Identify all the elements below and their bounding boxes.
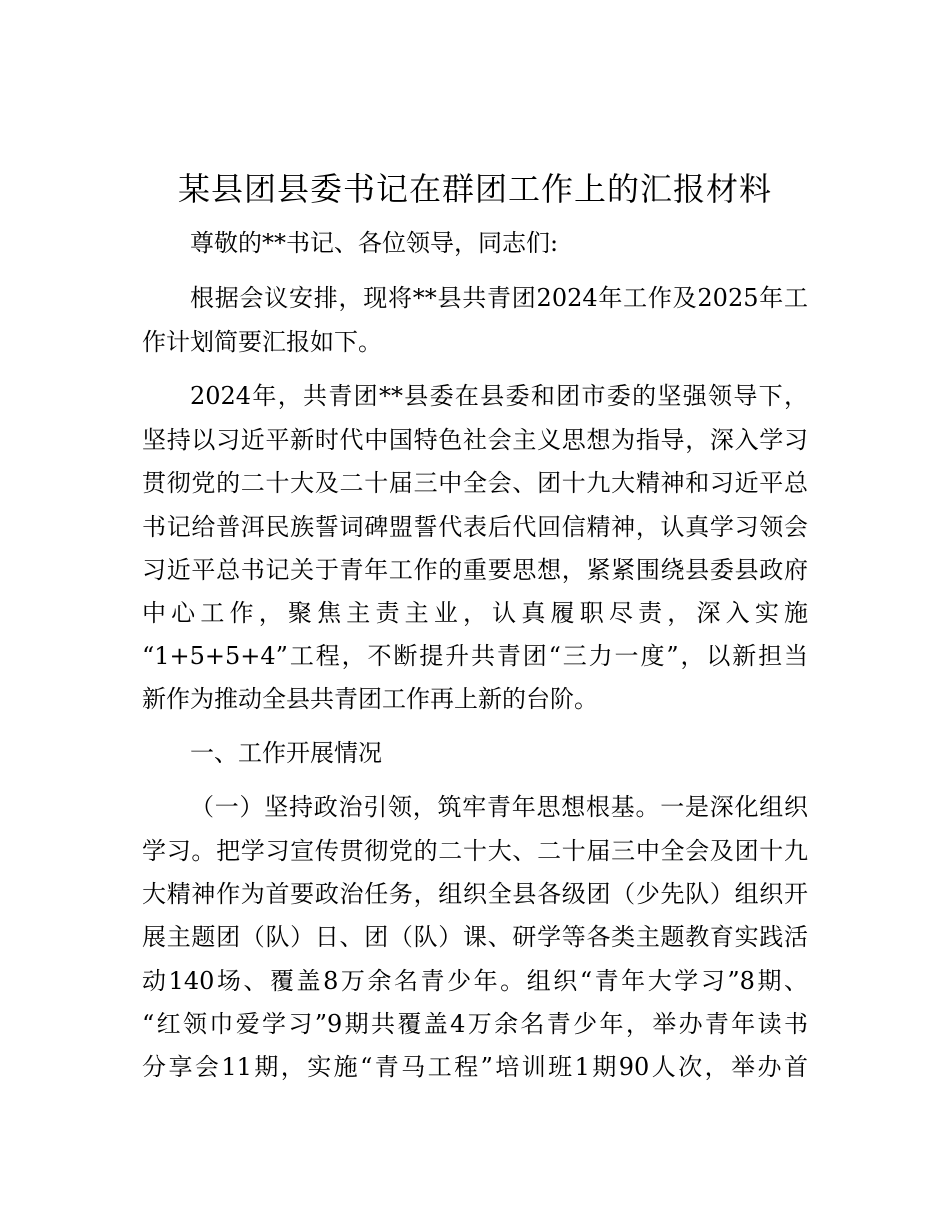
paragraph-line: 作计划简要汇报如下。	[142, 328, 382, 356]
paragraph-line: “1+5+5+4”工程，不断提升共青团“三力一度”，以新担当	[142, 642, 808, 670]
paragraph-line: 书记给普洱民族誓词碑盟誓代表后代回信精神，认真学习领会	[142, 513, 808, 541]
paragraph-line: 分享会11期，实施“青马工程”培训班1期90人次，举办首	[142, 1053, 808, 1081]
paragraph-line: 展主题团（队）日、团（队）课、研学等各类主题教育实践活	[142, 923, 808, 951]
paragraph-line: 大精神作为首要政治任务，组织全县各级团（少先队）组织开	[142, 880, 808, 908]
paragraph-line: 中心工作，聚焦主责主业，认真履职尽责，深入实施	[142, 599, 808, 627]
paragraph-line: 2024年，共青团**县委在县委和团市委的坚强领导下，	[190, 382, 808, 410]
salutation-line: 尊敬的**书记、各位领导，同志们:	[190, 229, 559, 257]
section-heading: 一、工作开展情况	[190, 739, 382, 767]
paragraph-line: （一）坚持政治引领，筑牢青年思想根基。一是深化组织	[190, 793, 808, 821]
paragraph-line: 学习。把学习宣传贯彻党的二十大、二十届三中全会及团十九	[142, 837, 808, 865]
paragraph-line: 坚持以习近平新时代中国特色社会主义思想为指导，深入学习	[142, 426, 808, 454]
paragraph-line: 动140场、覆盖8万余名青少年。组织“青年大学习”8期、	[142, 967, 808, 995]
paragraph-line: 贯彻党的二十大及二十届三中全会、团十九大精神和习近平总	[142, 469, 808, 497]
document-title: 某县团县委书记在群团工作上的汇报材料	[177, 170, 772, 208]
paragraph-line: 根据会议安排，现将**县共青团2024年工作及2025年工	[190, 284, 808, 312]
paragraph-line: 新作为推动全县共青团工作再上新的台阶。	[142, 685, 598, 713]
paragraph-line: 习近平总书记关于青年工作的重要思想，紧紧围绕县委县政府	[142, 556, 808, 584]
paragraph-line: “红领巾爱学习”9期共覆盖4万余名青少年，举办青年读书	[142, 1010, 808, 1038]
